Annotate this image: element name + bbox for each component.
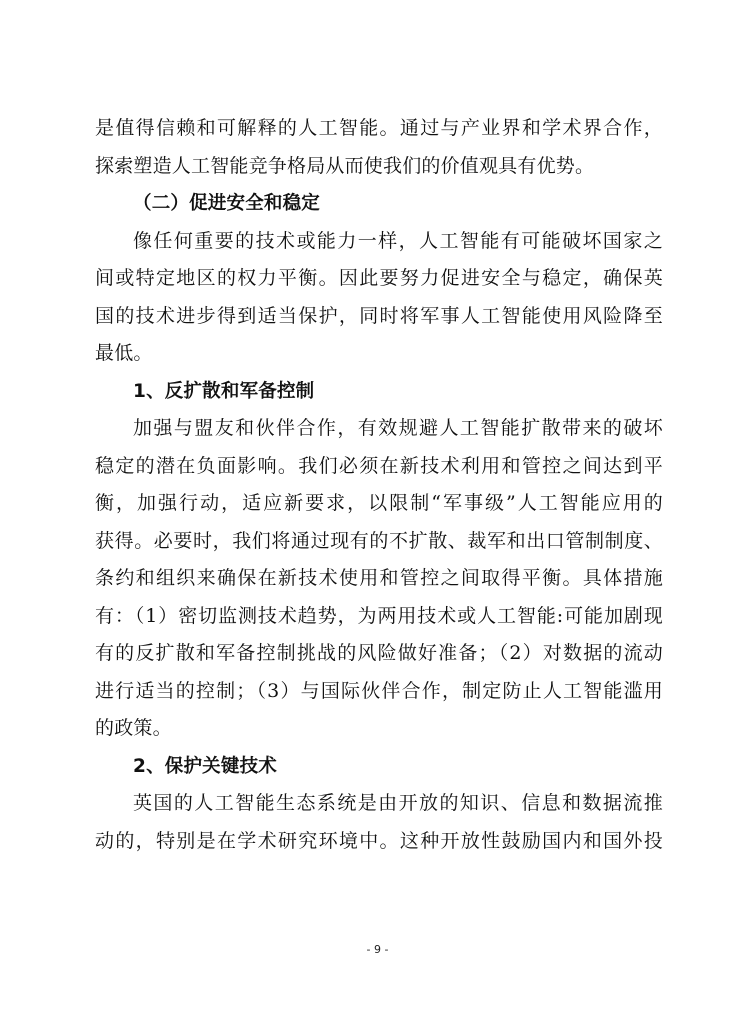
body-text-line: 是值得信赖和可解释的人工智能。通过与产业界和学术界合作，	[95, 117, 663, 139]
body-text-line: 稳定的潜在负面影响。我们必须在新技术利用和管控之间达到平	[95, 454, 663, 477]
body-text-line: 有：（1）密切监测技术趋势，为两用技术或人工智能:可能加剧现	[95, 604, 663, 627]
body-text-line: 衡，加强行动，适应新要求，以限制“军事级”人工智能应用的	[95, 492, 663, 514]
body-text-line: 动的，特别是在学术研究环境中。这种开放性鼓励国内和国外投	[95, 829, 663, 852]
page-number: - 9 -	[366, 943, 389, 956]
body-text-line: 像任何重要的技术或能力一样，人工智能有可能破坏国家之	[133, 229, 663, 252]
body-text-line: 国的技术进步得到适当保护，同时将军事人工智能使用风险降至	[95, 304, 663, 327]
body-text-line: 的政策。	[95, 717, 172, 739]
body-text-line: 获得。必要时，我们将通过现有的不扩散、裁军和出口管制制度、	[95, 529, 663, 552]
body-text-line: 探索塑造人工智能竞争格局从而使我们的价值观具有优势。	[95, 154, 595, 177]
body-text-line: 最低。	[95, 342, 153, 364]
subsection-heading: 1、反扩散和军备控制	[133, 380, 315, 402]
body-text-line: 加强与盟友和伙伴合作，有效规避人工智能扩散带来的破坏	[133, 417, 663, 439]
section-heading: （二）促进安全和稳定	[133, 193, 321, 214]
body-text-line: 有的反扩散和军备控制挑战的风险做好准备；（2）对数据的流动	[95, 642, 663, 664]
body-text-line: 进行适当的控制；（3）与国际伙伴合作，制定防止人工智能滥用	[95, 679, 663, 702]
document-body	[95, 110, 663, 860]
body-text-line: 间或特定地区的权力平衡。因此要努力促进安全与稳定，确保英	[95, 267, 663, 289]
body-text-line: 英国的人工智能生态系统是由开放的知识、信息和数据流推	[133, 792, 663, 814]
body-text-line: 条约和组织来确保在新技术使用和管控之间取得平衡。具体措施	[95, 567, 663, 589]
subsection-heading: 2、保护关键技术	[133, 755, 277, 777]
